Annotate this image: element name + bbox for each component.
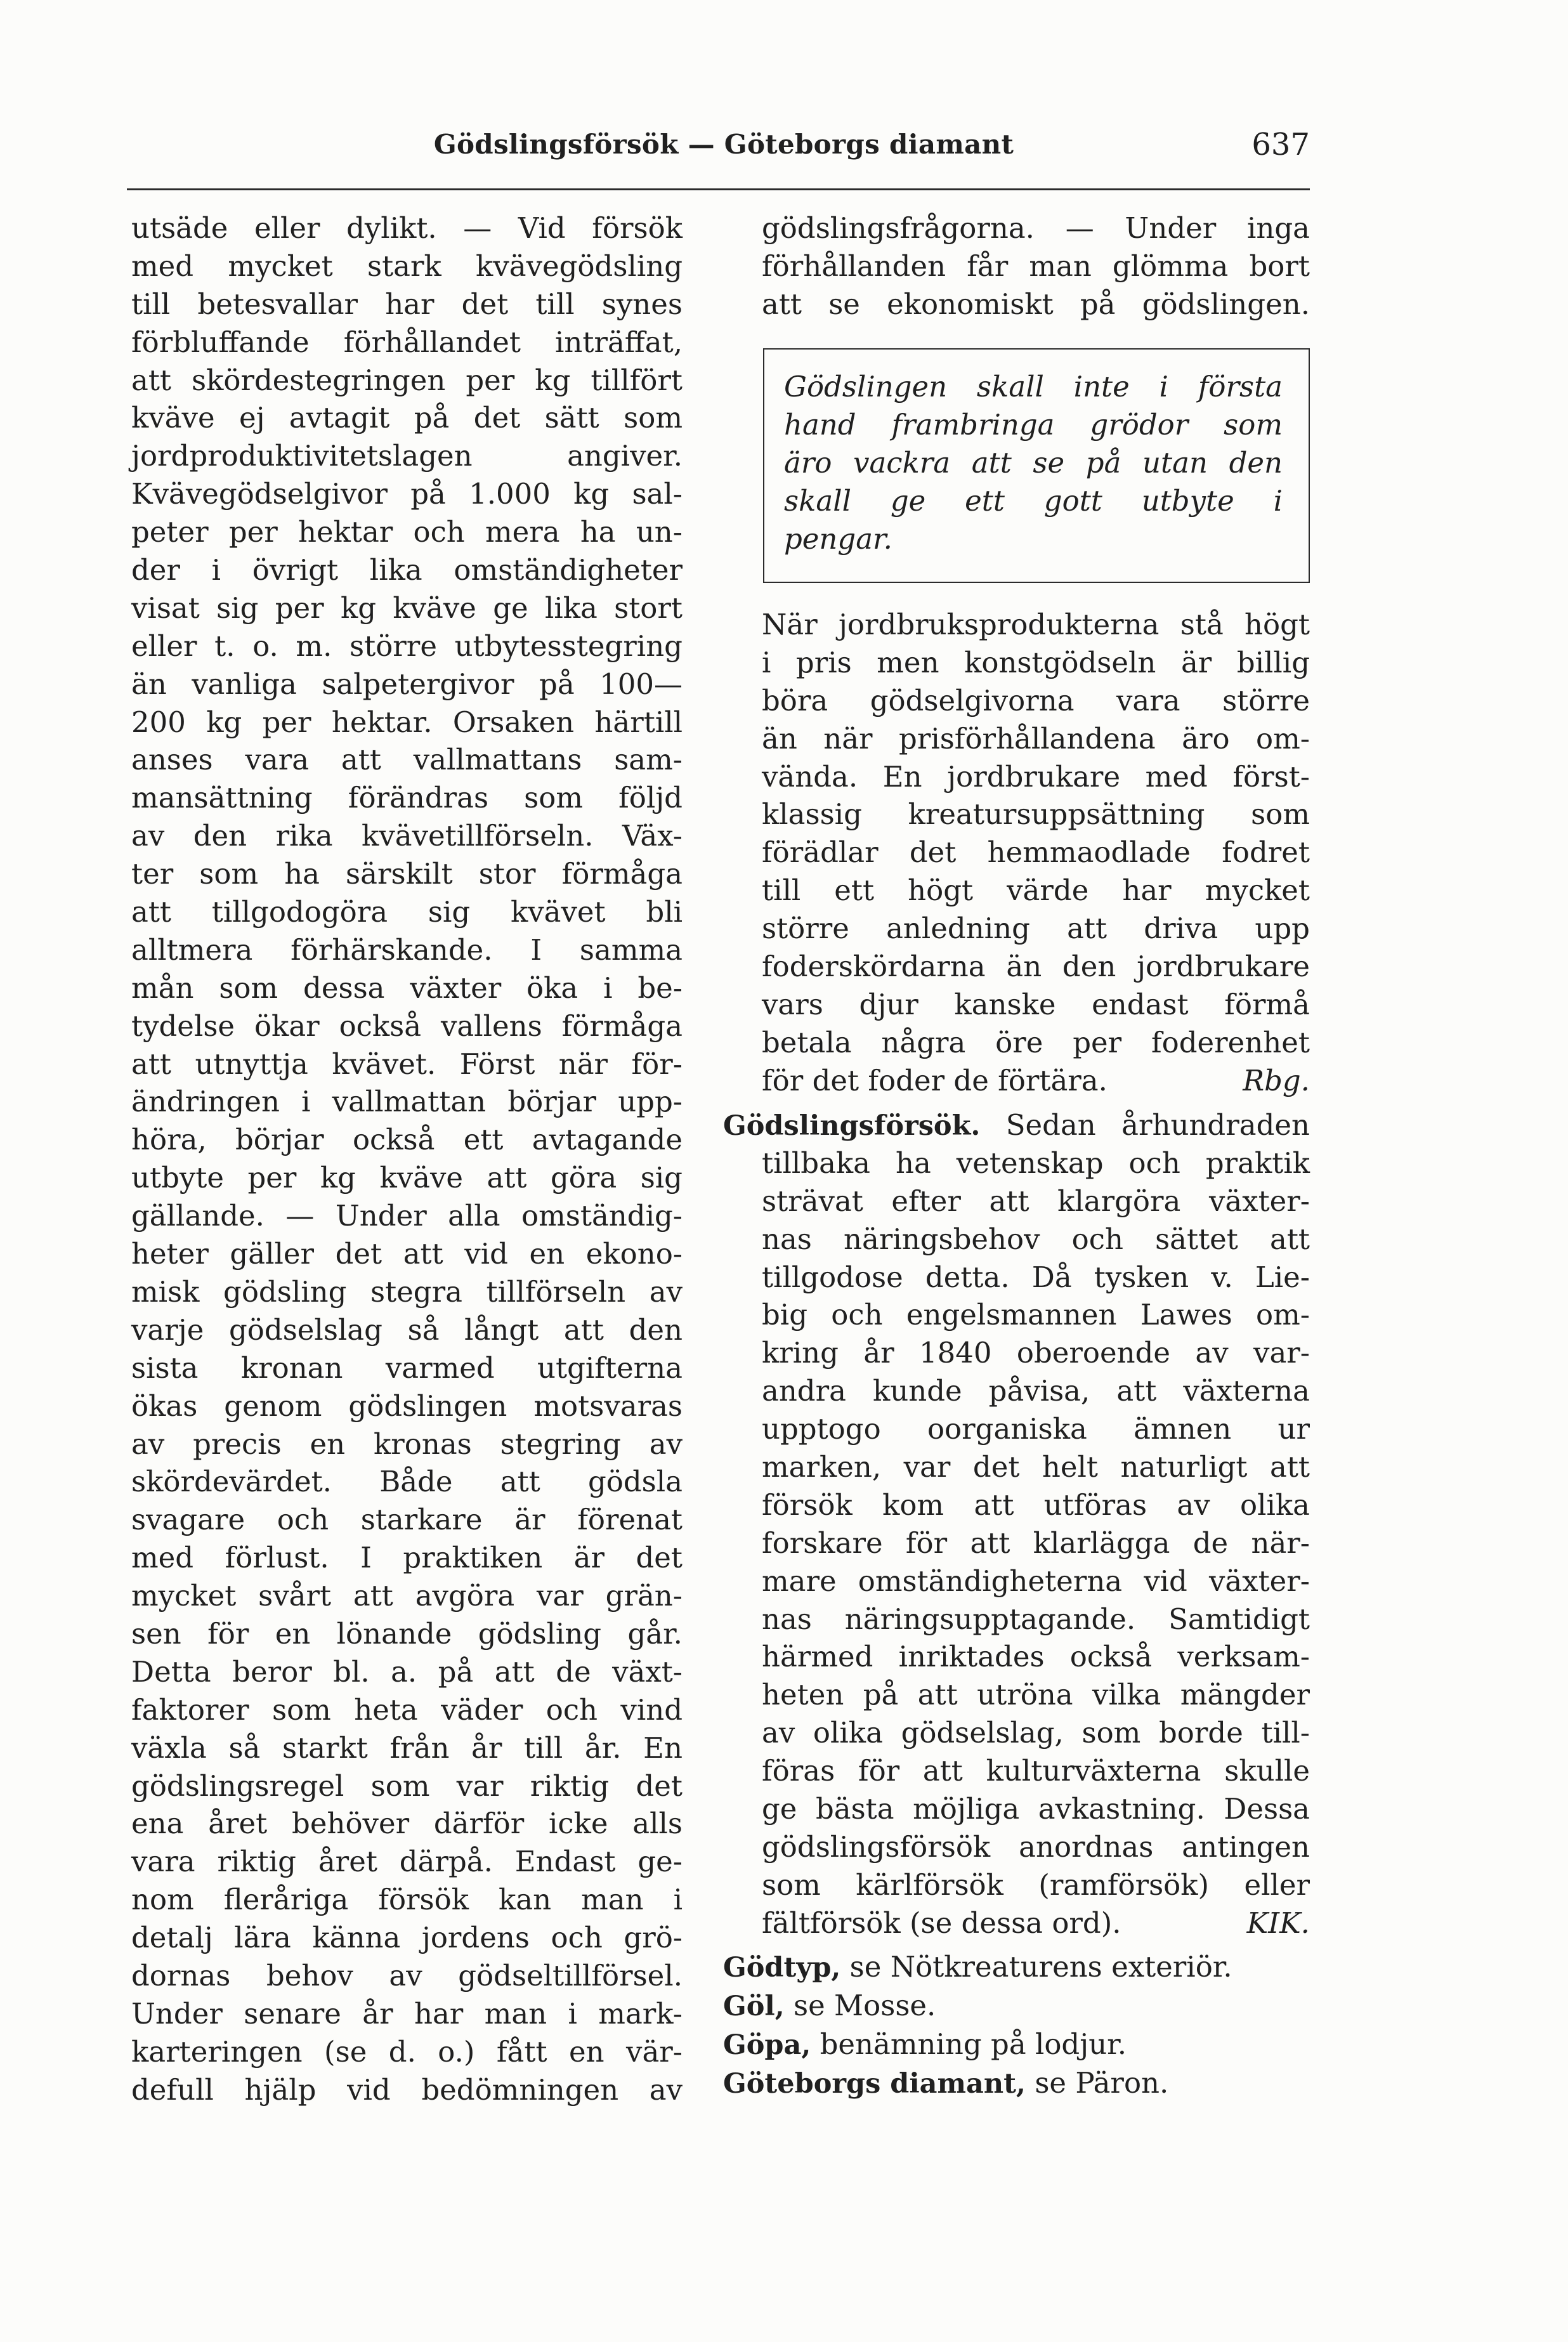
text-line: i pris men konstgödseln är billig xyxy=(762,645,1310,679)
boxed-note-line: pengar. xyxy=(784,521,892,556)
text-line: böra gödselgivorna vara större xyxy=(762,683,1310,717)
text-line: större anledning att driva upp xyxy=(762,912,1310,946)
text-line: ge bästa möjliga avkastning. Dessa xyxy=(762,1792,1310,1826)
text-line: förädlar det hemmaodlade fodret xyxy=(762,835,1310,870)
entry-text: se Päron. xyxy=(1035,2066,1169,2100)
entry-godslingsforsok xyxy=(723,1106,1310,1942)
text-line: med mycket stark kvävegödsling xyxy=(131,249,683,283)
text-line: förhållanden får man glömma bort xyxy=(762,249,1310,283)
text-line: heter gäller det att vid en ekono- xyxy=(131,1237,683,1271)
text-line: vars djur kanske endast förmå xyxy=(762,987,1310,1021)
text-line: gödslingsfrågorna. — Under inga xyxy=(762,211,1310,245)
headword: Gödslingsförsök. xyxy=(723,1110,981,1142)
headword: Gödtyp, xyxy=(723,1952,841,1984)
text-line: defull hjälp vid bedömningen av xyxy=(131,2072,683,2107)
text-line: ena året behöver därför icke alls xyxy=(131,1807,683,1841)
text-line: Detta beror bl. a. på att de växt- xyxy=(131,1654,683,1689)
text-line: jordproduktivitetslagen angiver. xyxy=(131,439,683,473)
text-line: nom fleråriga försök kan man i xyxy=(131,1883,683,1917)
left-column xyxy=(131,209,683,2109)
text-line: försök kom att utföras av olika xyxy=(762,1488,1310,1522)
text-line: vända. En jordbrukare med först- xyxy=(762,759,1310,794)
text-line: sen för en lönande gödsling går. xyxy=(131,1616,683,1651)
text-line: än när prisförhållandena äro om- xyxy=(762,721,1310,756)
entry-text: benämning på lodjur. xyxy=(820,2027,1127,2061)
signature-line xyxy=(762,1062,1310,1100)
text-line: med förlust. I praktiken är det xyxy=(131,1541,683,1575)
text-line: Under senare år har man i mark- xyxy=(131,1996,683,2031)
text-line: höra, börjar också ett avtagande xyxy=(131,1123,683,1157)
text-line: gödslingsregel som var riktig det xyxy=(131,1769,683,1803)
text-line: detalj lära känna jordens och grö- xyxy=(131,1921,683,1955)
text-line: av den rika kvävetillförseln. Väx- xyxy=(131,819,683,853)
text-line: fältförsök (se dessa ord). xyxy=(762,1906,1121,1940)
entry-text: se Nötkreaturens exteriör. xyxy=(849,1950,1232,1984)
text-line: ökas genom gödslingen motsvaras xyxy=(131,1389,683,1423)
text-line: peter per hektar och mera ha un- xyxy=(131,515,683,549)
text-line: upptogo oorganiska ämnen ur xyxy=(762,1412,1310,1446)
text-line: föras för att kulturväxterna skulle xyxy=(762,1754,1310,1788)
paragraph-rbg xyxy=(762,606,1310,1100)
headword: Göteborgs diamant, xyxy=(723,2068,1026,2100)
text-line: för det foder de förtära. xyxy=(762,1063,1107,1097)
text-line: 200 kg per hektar. Orsaken härtill xyxy=(131,705,683,739)
entry-first-line xyxy=(723,1106,1310,1144)
text-line: dornas behov av gödseltillförsel. xyxy=(131,1958,683,1992)
text-line: der i övrigt lika omständigheter xyxy=(131,553,683,587)
text-line: än vanliga salpetergivor på 100— xyxy=(131,667,683,701)
cross-references xyxy=(723,1947,1310,2102)
text-line: eller t. o. m. större utbytesstegring xyxy=(131,629,683,663)
text-line: tillgodose detta. Då tysken v. Lie- xyxy=(762,1260,1310,1294)
text-line: anses vara att vallmattans sam- xyxy=(131,743,683,777)
text-line: av precis en kronas stegring av xyxy=(131,1427,683,1461)
text-line: vara riktig året därpå. Endast ge- xyxy=(131,1845,683,1879)
text-line: att tillgodogöra sig kvävet bli xyxy=(131,895,683,929)
text-line: svagare och starkare är förenat xyxy=(131,1503,683,1537)
text-line: sista kronan varmed utgifterna xyxy=(131,1351,683,1385)
text-line: marken, var det helt naturligt att xyxy=(762,1450,1310,1484)
text-line: mycket svårt att avgöra var grän- xyxy=(131,1579,683,1613)
text-line: forskare för att klarlägga de när- xyxy=(762,1526,1310,1560)
text-line: andra kunde påvisa, att växterna xyxy=(762,1374,1310,1408)
text-line: karteringen (se d. o.) fått en vär- xyxy=(131,2034,683,2069)
text-line: nas näringsbehov och sättet att xyxy=(762,1222,1310,1256)
text-line: av olika gödselslag, som borde till- xyxy=(762,1716,1310,1750)
text-line: klassig kreatursuppsättning som xyxy=(762,797,1310,832)
text-line: betala några öre per foderenhet xyxy=(762,1025,1310,1059)
text-line: till ett högt värde har mycket xyxy=(762,873,1310,908)
text-line: att utnyttja kvävet. Först när för- xyxy=(131,1047,683,1081)
running-title: Gödslingsförsök — Göteborgs diamant xyxy=(433,129,1014,160)
text-line: att se ekonomiskt på gödslingen. xyxy=(762,287,1310,321)
text-line: heten på att utröna vilka mängder xyxy=(762,1678,1310,1712)
text-line: När jordbruksprodukterna stå högt xyxy=(762,608,1310,641)
text-line: gällande. — Under alla omständig- xyxy=(131,1199,683,1233)
entry-text: Sedan århundraden xyxy=(1005,1108,1310,1142)
entry-text: se Mosse. xyxy=(794,1989,936,2022)
right-column-continuation xyxy=(762,209,1310,324)
page-number: 637 xyxy=(1251,127,1310,162)
signature-line xyxy=(762,1904,1310,1942)
text-line: utbyte per kg kväve att göra sig xyxy=(131,1161,683,1195)
text-line: faktorer som heta väder och vind xyxy=(131,1692,683,1727)
text-line: växla så starkt från år till år. En xyxy=(131,1730,683,1765)
text-line: Kvävegödselgivor på 1.000 kg sal- xyxy=(131,477,683,511)
text-line: foderskördarna än den jordbrukare xyxy=(762,950,1310,984)
text-line: strävat efter att klargöra växter- xyxy=(762,1184,1310,1218)
boxed-note-line: äro vackra att se på utan den xyxy=(784,445,1283,480)
cross-reference-entry xyxy=(723,1947,1310,1986)
boxed-note-line: hand frambringa grödor som xyxy=(784,407,1283,442)
text-line: att skördestegringen per kg tillfört xyxy=(131,363,683,397)
cross-reference-entry xyxy=(723,2025,1310,2064)
text-line: mare omständigheterna vid växter- xyxy=(762,1564,1310,1598)
text-line: förbluffande förhållandet inträffat, xyxy=(131,325,683,359)
text-line: ändringen i vallmattan börjar upp- xyxy=(131,1085,683,1119)
text-line: visat sig per kg kväve ge lika stort xyxy=(131,591,683,625)
text-line: härmed inriktades också verksam- xyxy=(762,1640,1310,1674)
text-line: som kärlförsök (ramförsök) eller xyxy=(762,1868,1310,1902)
text-line: kväve ej avtagit på det sätt som xyxy=(131,401,683,435)
text-line: tydelse ökar också vallens förmåga xyxy=(131,1009,683,1043)
text-line: misk gödsling stegra tillförseln av xyxy=(131,1274,683,1309)
text-line: utsäde eller dylikt. — Vid försök xyxy=(131,211,683,245)
text-line: big och engelsmannen Lawes om- xyxy=(762,1298,1310,1332)
text-line: varje gödselslag så långt att den xyxy=(131,1312,683,1347)
text-line: ter som ha särskilt stor förmåga xyxy=(131,857,683,891)
text-line: kring år 1840 oberoende av var- xyxy=(762,1336,1310,1370)
headword: Göpa, xyxy=(723,2029,811,2061)
boxed-note xyxy=(763,348,1310,583)
text-line: nas näringsupptagande. Samtidigt xyxy=(762,1602,1310,1636)
cross-reference-entry xyxy=(723,2064,1310,2102)
text-line: mån som dessa växter öka i be- xyxy=(131,971,683,1005)
text-line: tillbaka ha vetenskap och praktik xyxy=(762,1146,1310,1180)
text-line: mansättning förändras som följd xyxy=(131,781,683,815)
text-line: gödslingsförsök anordnas antingen xyxy=(762,1829,1310,1864)
text-line: till betesvallar har det till synes xyxy=(131,287,683,321)
boxed-note-line: skall ge ett gott utbyte i xyxy=(784,483,1283,518)
author-signature: KIK. xyxy=(1246,1906,1310,1940)
text-line: skördevärdet. Både att gödsla xyxy=(131,1465,683,1499)
text-line: alltmera förhärskande. I samma xyxy=(131,932,683,967)
cross-reference-entry xyxy=(723,1986,1310,2025)
header-rule xyxy=(127,188,1310,190)
boxed-note-line: Gödslingen skall inte i första xyxy=(784,370,1283,403)
headword: Göl, xyxy=(723,1991,785,2022)
author-signature: Rbg. xyxy=(1243,1063,1310,1097)
